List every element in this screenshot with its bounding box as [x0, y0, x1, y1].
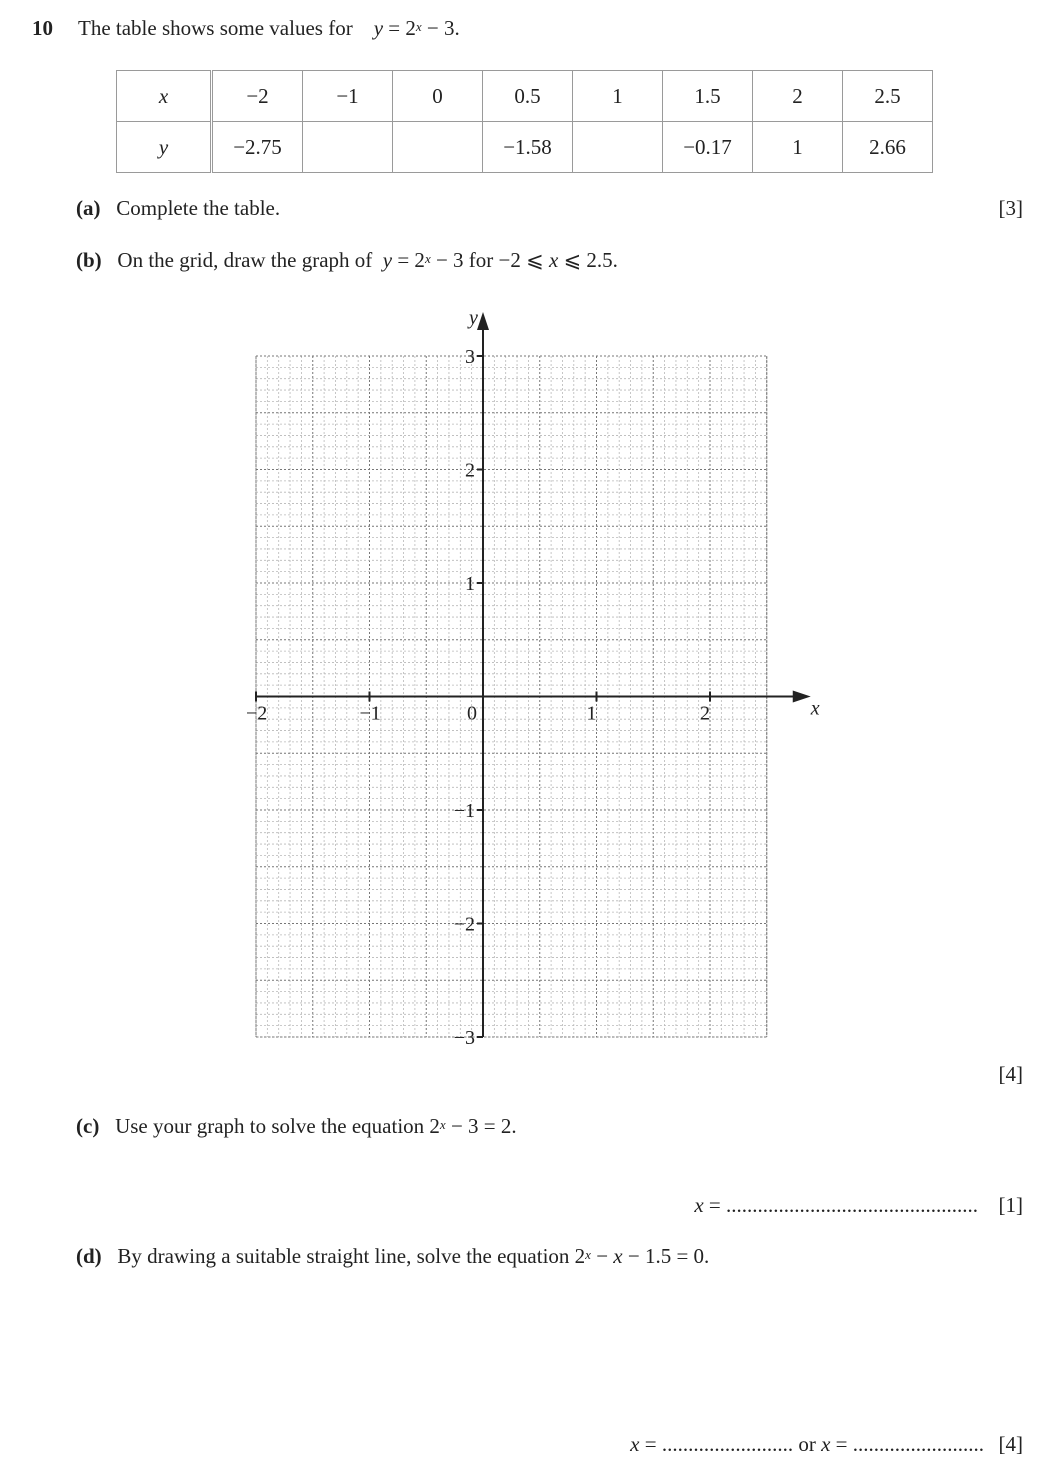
part-b-exp: x — [424, 251, 431, 266]
part-c-marks: [1] — [998, 1193, 1023, 1217]
part-b-text: On the grid, draw the graph of — [117, 248, 373, 272]
y-axis-label: y — [469, 307, 478, 329]
eq-y: y — [373, 16, 384, 40]
y-axis-arrow-icon — [477, 312, 489, 330]
part-d-answer1-x: x — [630, 1432, 640, 1456]
part-c-answer-x: x — [694, 1193, 704, 1217]
x-tick-label: −2 — [246, 702, 268, 725]
table-x-label: x — [117, 71, 212, 122]
part-d-end: − 1.5 = 0. — [622, 1244, 710, 1268]
intro-text: The table shows some values for — [78, 16, 353, 40]
y-tick-label: −2 — [453, 913, 475, 936]
part-b-x: x — [549, 248, 559, 272]
table-cell: 2 — [753, 71, 843, 122]
table-cell-blank[interactable] — [393, 122, 483, 173]
eq-eq: = 2 — [383, 16, 416, 40]
table-row-y — [117, 122, 933, 173]
x-tick-label: 2 — [700, 702, 710, 725]
y-tick-label: −1 — [453, 800, 475, 822]
y-tick-label: 1 — [465, 573, 475, 595]
y-tick-label: 2 — [465, 459, 475, 482]
table-row-x — [117, 71, 933, 122]
table-cell: 1.5 — [663, 71, 753, 122]
part-a-marks: [3] — [998, 196, 1023, 220]
question-intro — [78, 16, 460, 41]
table-cell: 1 — [753, 122, 843, 173]
part-a-text: Complete the table. — [116, 196, 281, 220]
table-cell: 1 — [573, 71, 663, 122]
part-d-x: x — [613, 1244, 623, 1268]
part-d-marks: [4] — [998, 1432, 1023, 1456]
table-cell: −1.58 — [483, 122, 573, 173]
part-d-label: (d) — [76, 1244, 102, 1268]
question-number: 10 — [32, 16, 53, 40]
table-cell: −2.75 — [212, 122, 303, 173]
part-c-end: − 3 = 2. — [445, 1114, 517, 1138]
x-tick-label: 0 — [467, 702, 477, 725]
part-b — [76, 248, 618, 273]
graph-grid[interactable] — [230, 300, 830, 1060]
part-b-end: ⩽ 2.5. — [558, 248, 618, 272]
eq-rest: − 3. — [421, 16, 460, 40]
x-axis-arrow-icon — [793, 691, 811, 703]
table-cell-blank[interactable] — [573, 122, 663, 173]
x-tick-label: −1 — [359, 702, 381, 725]
part-a — [76, 196, 280, 221]
x-axis-label: x — [810, 697, 820, 720]
table-cell: −2 — [212, 71, 303, 122]
table-cell-blank[interactable] — [303, 122, 393, 173]
y-tick-label: −3 — [453, 1027, 475, 1049]
table-cell: 0.5 — [483, 71, 573, 122]
part-d-answer2-eq: = — [830, 1432, 853, 1456]
table-y-label: y — [117, 122, 212, 173]
part-c — [76, 1114, 517, 1139]
table-cell: 2.66 — [843, 122, 933, 173]
part-c-label: (c) — [76, 1114, 100, 1138]
part-b-label: (b) — [76, 248, 102, 272]
part-d-answer1-eq: = — [639, 1432, 662, 1456]
values-table — [116, 70, 933, 173]
part-c-answer-eq: = — [703, 1193, 726, 1217]
part-c-answer[interactable] — [694, 1193, 978, 1218]
part-b-rest: − 3 for −2 ⩽ — [430, 248, 549, 272]
part-a-label: (a) — [76, 196, 101, 220]
table-cell: 0 — [393, 71, 483, 122]
answer-line[interactable]: ................................................ — [726, 1193, 978, 1217]
part-c-exp: x — [439, 1117, 446, 1132]
part-b-marks: [4] — [998, 1062, 1023, 1086]
part-d-answer2-x: x — [821, 1432, 831, 1456]
part-b-eq: = 2 — [392, 248, 425, 272]
y-tick-label: 3 — [465, 346, 475, 368]
table-cell: −0.17 — [663, 122, 753, 173]
part-d-answer[interactable] — [630, 1432, 984, 1457]
part-c-text: Use your graph to solve the equation 2 — [115, 1114, 440, 1138]
part-d-exp: x — [585, 1247, 591, 1262]
eq-exp: x — [415, 19, 422, 34]
answer-line-1[interactable]: ......................... — [661, 1432, 794, 1456]
part-d-or: or — [793, 1432, 822, 1456]
part-d — [76, 1244, 709, 1269]
table-cell: 2.5 — [843, 71, 933, 122]
table-cell: −1 — [303, 71, 393, 122]
part-d-mid: − — [590, 1244, 614, 1268]
part-d-text: By drawing a suitable straight line, solve the equation 2 — [117, 1244, 586, 1268]
part-b-y: y — [382, 248, 393, 272]
x-tick-label: 1 — [586, 702, 597, 725]
answer-line-2[interactable]: ......................... — [852, 1432, 984, 1456]
